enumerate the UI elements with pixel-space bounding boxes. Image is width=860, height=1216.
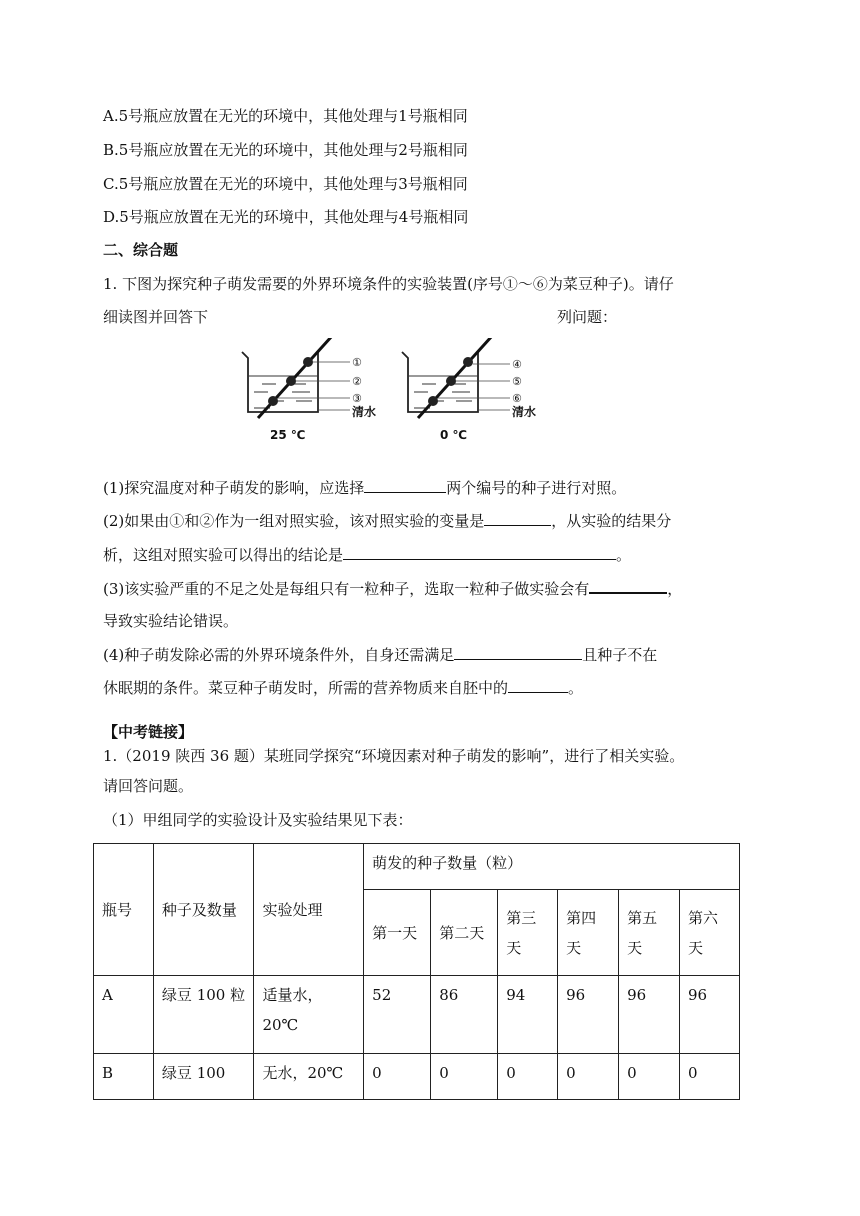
header-day-3: 第三天 (498, 890, 558, 976)
exam-question-line2: 请回答问题。 (103, 777, 194, 795)
question-intro-line2-left: 细读图并回答下 (103, 308, 209, 326)
header-day-6: 第六天 (680, 890, 740, 976)
seed-label-5: ⑤ (512, 375, 522, 388)
answer-blank-4[interactable] (589, 578, 667, 594)
experiment-table (93, 843, 740, 1100)
question-intro-line2-right: 列问题： (557, 308, 618, 326)
exam-link-heading: 【中考链接】 (103, 723, 194, 741)
experiment-figure (240, 338, 540, 448)
header-treatment: 实验处理 (254, 844, 364, 976)
cell-bottle: A (94, 976, 154, 1054)
header-germination: 萌发的种子数量（粒） (364, 844, 740, 890)
cell-value: 0 (619, 1054, 680, 1100)
cell-value: 0 (431, 1054, 498, 1100)
table-row (94, 976, 740, 1054)
option-b: B.5号瓶应放置在无光的环境中，其他处理与2号瓶相同 (103, 141, 468, 159)
header-day-4: 第四天 (558, 890, 619, 976)
exam-subquestion: （1）甲组同学的实验设计及实验结果见下表： (103, 811, 413, 829)
section-heading: 二、综合题 (103, 241, 179, 259)
cell-value: 96 (680, 976, 740, 1054)
beakers-diagram (240, 338, 540, 448)
header-bottle: 瓶号 (94, 844, 154, 976)
header-day-2: 第二天 (431, 890, 498, 976)
beaker-right (402, 338, 510, 418)
temp-label-right: 0 ℃ (440, 428, 468, 442)
answer-blank-2[interactable] (484, 511, 551, 526)
answer-blank-1[interactable] (364, 478, 446, 493)
seed-label-3: ③ (352, 392, 362, 405)
subquestion-1: (1)探究温度对种子萌发的影响，应选择 两个编号的种子进行对照。 (103, 479, 627, 497)
subquestion-4-cont: 休眠期的条件。菜豆种子萌发时，所需的营养物质来自胚中的 。 (103, 679, 584, 697)
header-day-1: 第一天 (364, 890, 431, 976)
seed-label-1: ① (352, 356, 362, 369)
header-seed: 种子及数量 (153, 844, 254, 976)
cell-treatment: 无水，20℃ (254, 1054, 364, 1100)
cell-value: 94 (498, 976, 558, 1054)
question-intro-line1: 1. 下图为探究种子萌发需要的外界环境条件的实验装置(序号①～⑥为菜豆种子)。请仔 (103, 275, 674, 293)
cell-value: 52 (364, 976, 431, 1054)
answer-blank-5[interactable] (454, 645, 582, 660)
water-label-right: 清水 (512, 405, 537, 419)
option-a: A.5号瓶应放置在无光的环境中，其他处理与1号瓶相同 (103, 107, 468, 125)
cell-treatment: 适量水，20℃ (254, 976, 364, 1054)
cell-seed: 绿豆 100 粒 (153, 976, 254, 1054)
seed-label-4: ④ (512, 358, 522, 371)
exam-question-line1: 1.（2019 陕西 36 题）某班同学探究“环境因素对种子萌发的影响”，进行了相关实验。 (103, 747, 685, 765)
option-d: D.5号瓶应放置在无光的环境中，其他处理与4号瓶相同 (103, 208, 469, 226)
seed-label-2: ② (352, 375, 362, 388)
temp-label-left: 25 ℃ (270, 428, 306, 442)
cell-value: 86 (431, 976, 498, 1054)
seed-label-6: ⑥ (512, 392, 522, 405)
cell-value: 0 (680, 1054, 740, 1100)
beaker-left (242, 338, 350, 418)
header-day-5: 第五天 (619, 890, 680, 976)
subquestion-2: (2)如果由①和②作为一组对照实验，该对照实验的变量是 ，从实验的结果分 (103, 512, 672, 530)
table-row (94, 1054, 740, 1100)
answer-blank-3[interactable] (343, 545, 616, 560)
water-label-left: 清水 (352, 405, 377, 419)
cell-value: 0 (558, 1054, 619, 1100)
answer-blank-6[interactable] (508, 678, 568, 693)
option-c: C.5号瓶应放置在无光的环境中，其他处理与3号瓶相同 (103, 175, 468, 193)
cell-value: 96 (619, 976, 680, 1054)
subquestion-3-cont: 导致实验结论错误。 (103, 612, 239, 630)
cell-bottle: B (94, 1054, 154, 1100)
cell-value: 0 (498, 1054, 558, 1100)
subquestion-2-cont: 析，这组对照实验可以得出的结论是 。 (103, 546, 632, 564)
subquestion-3: (3)该实验严重的不足之处是每组只有一粒种子，选取一粒种子做实验会有 ， (103, 580, 683, 598)
cell-value: 0 (364, 1054, 431, 1100)
cell-value: 96 (558, 976, 619, 1054)
cell-seed: 绿豆 100 (153, 1054, 254, 1100)
subquestion-4: (4)种子萌发除必需的外界环境条件外，自身还需满足 且种子不在 (103, 646, 658, 664)
